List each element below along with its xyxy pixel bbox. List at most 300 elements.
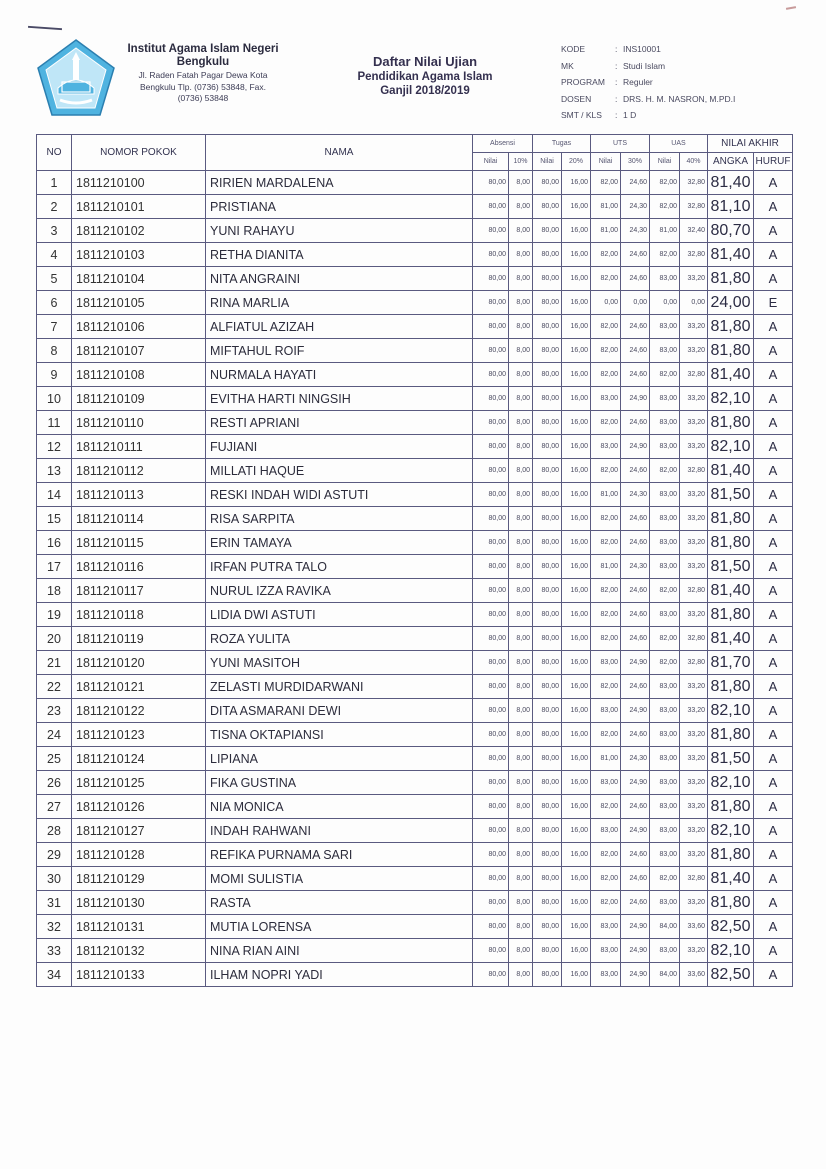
cell-no: 9 <box>37 363 72 387</box>
cell-absensi-10: 8,00 <box>509 579 533 603</box>
cell-nomor-pokok: 1811210126 <box>72 795 206 819</box>
header-tugas-nilai: Nilai <box>533 153 562 171</box>
cell-tugas-nilai: 80,00 <box>533 483 562 507</box>
cell-nama: ROZA YULITA <box>206 627 473 651</box>
meta-row <box>561 94 735 111</box>
meta-row <box>561 77 735 94</box>
cell-absensi-nilai: 80,00 <box>473 795 509 819</box>
cell-uts-30: 24,60 <box>621 459 650 483</box>
cell-no: 5 <box>37 267 72 291</box>
meta-value: INS10001 <box>623 44 661 54</box>
cell-absensi-nilai: 80,00 <box>473 747 509 771</box>
cell-nama: INDAH RAHWANI <box>206 819 473 843</box>
cell-uts-nilai: 82,00 <box>591 171 621 195</box>
cell-nama: FUJIANI <box>206 435 473 459</box>
cell-angka: 81,80 <box>708 411 754 435</box>
table-row <box>37 483 793 507</box>
cell-huruf: A <box>754 771 793 795</box>
cell-absensi-nilai: 80,00 <box>473 483 509 507</box>
cell-uts-30: 0,00 <box>621 291 650 315</box>
table-row <box>37 723 793 747</box>
cell-uts-nilai: 83,00 <box>591 915 621 939</box>
title-main: Daftar Nilai Ujian <box>372 54 478 69</box>
cell-uts-30: 24,60 <box>621 603 650 627</box>
cell-huruf: A <box>754 867 793 891</box>
meta-key: SMT / KLS <box>561 110 602 120</box>
table-row <box>37 819 793 843</box>
cell-angka: 81,80 <box>708 723 754 747</box>
cell-huruf: A <box>754 603 793 627</box>
cell-tugas-20: 16,00 <box>562 339 591 363</box>
cell-nama: MUTIA LORENSA <box>206 915 473 939</box>
cell-uts-nilai: 82,00 <box>591 675 621 699</box>
header-angka: ANGKA <box>708 153 754 171</box>
cell-nama: NIA MONICA <box>206 795 473 819</box>
cell-absensi-nilai: 80,00 <box>473 627 509 651</box>
cell-absensi-nilai: 80,00 <box>473 651 509 675</box>
table-row <box>37 699 793 723</box>
header-absensi-nilai: Nilai <box>473 153 509 171</box>
cell-no: 14 <box>37 483 72 507</box>
cell-huruf: A <box>754 723 793 747</box>
cell-nomor-pokok: 1811210133 <box>72 963 206 987</box>
cell-nama: ALFIATUL AZIZAH <box>206 315 473 339</box>
cell-huruf: A <box>754 507 793 531</box>
cell-nomor-pokok: 1811210109 <box>72 387 206 411</box>
cell-nama: NURMALA HAYATI <box>206 363 473 387</box>
cell-no: 21 <box>37 651 72 675</box>
cell-nomor-pokok: 1811210125 <box>72 771 206 795</box>
cell-tugas-20: 16,00 <box>562 531 591 555</box>
cell-tugas-nilai: 80,00 <box>533 267 562 291</box>
cell-uts-nilai: 82,00 <box>591 507 621 531</box>
cell-absensi-10: 8,00 <box>509 387 533 411</box>
cell-angka: 82,10 <box>708 435 754 459</box>
cell-nomor-pokok: 1811210118 <box>72 603 206 627</box>
header-tugas-pct: 20% <box>562 153 591 171</box>
cell-nama: MOMI SULISTIA <box>206 867 473 891</box>
cell-tugas-20: 16,00 <box>562 915 591 939</box>
cell-nama: RETHA DIANITA <box>206 243 473 267</box>
cell-nama: NURUL IZZA RAVIKA <box>206 579 473 603</box>
cell-uts-nilai: 82,00 <box>591 363 621 387</box>
cell-uts-30: 24,60 <box>621 531 650 555</box>
cell-nomor-pokok: 1811210129 <box>72 867 206 891</box>
cell-angka: 81,80 <box>708 507 754 531</box>
cell-huruf: A <box>754 483 793 507</box>
cell-angka: 81,80 <box>708 843 754 867</box>
cell-uts-30: 24,90 <box>621 963 650 987</box>
header-uas-pct: 40% <box>680 153 708 171</box>
cell-tugas-20: 16,00 <box>562 579 591 603</box>
cell-uts-30: 24,60 <box>621 267 650 291</box>
cell-tugas-20: 16,00 <box>562 747 591 771</box>
cell-nama: NINA RIAN AINI <box>206 939 473 963</box>
title-semester: Ganjil 2018/2019 <box>380 85 470 97</box>
table-row <box>37 507 793 531</box>
cell-tugas-20: 16,00 <box>562 843 591 867</box>
cell-uts-nilai: 82,00 <box>591 891 621 915</box>
cell-tugas-nilai: 80,00 <box>533 603 562 627</box>
cell-uas-40: 33,20 <box>680 267 708 291</box>
cell-uts-30: 24,30 <box>621 195 650 219</box>
cell-tugas-nilai: 80,00 <box>533 339 562 363</box>
cell-uas-40: 32,80 <box>680 867 708 891</box>
cell-tugas-nilai: 80,00 <box>533 795 562 819</box>
cell-uts-nilai: 0,00 <box>591 291 621 315</box>
cell-uas-nilai: 82,00 <box>650 579 680 603</box>
table-row <box>37 675 793 699</box>
header-tugas: Tugas <box>533 135 591 153</box>
cell-absensi-10: 8,00 <box>509 747 533 771</box>
cell-nama: ZELASTI MURDIDARWANI <box>206 675 473 699</box>
institution-name: Institut Agama Islam Negeri <box>127 43 279 55</box>
cell-uts-nilai: 82,00 <box>591 411 621 435</box>
cell-uts-30: 24,60 <box>621 171 650 195</box>
table-row <box>37 291 793 315</box>
cell-absensi-nilai: 80,00 <box>473 435 509 459</box>
cell-angka: 82,10 <box>708 699 754 723</box>
table-row <box>37 939 793 963</box>
cell-uts-30: 24,60 <box>621 411 650 435</box>
scan-artifact <box>786 6 796 10</box>
cell-tugas-nilai: 80,00 <box>533 195 562 219</box>
cell-tugas-20: 16,00 <box>562 651 591 675</box>
table-row <box>37 915 793 939</box>
cell-uas-40: 33,20 <box>680 531 708 555</box>
cell-huruf: A <box>754 435 793 459</box>
cell-absensi-10: 8,00 <box>509 507 533 531</box>
cell-uts-nilai: 81,00 <box>591 483 621 507</box>
institution-logo-icon <box>36 38 116 118</box>
cell-uas-40: 33,20 <box>680 339 708 363</box>
cell-absensi-10: 8,00 <box>509 795 533 819</box>
cell-nomor-pokok: 1811210113 <box>72 483 206 507</box>
cell-no: 10 <box>37 387 72 411</box>
cell-absensi-nilai: 80,00 <box>473 363 509 387</box>
cell-absensi-10: 8,00 <box>509 363 533 387</box>
cell-absensi-nilai: 80,00 <box>473 843 509 867</box>
cell-huruf: A <box>754 243 793 267</box>
cell-angka: 82,10 <box>708 939 754 963</box>
cell-huruf: A <box>754 555 793 579</box>
cell-absensi-nilai: 80,00 <box>473 579 509 603</box>
cell-uas-40: 32,80 <box>680 243 708 267</box>
cell-absensi-nilai: 80,00 <box>473 555 509 579</box>
cell-angka: 81,80 <box>708 603 754 627</box>
cell-nomor-pokok: 1811210106 <box>72 315 206 339</box>
cell-no: 24 <box>37 723 72 747</box>
meta-value: 1 D <box>623 110 637 120</box>
cell-nomor-pokok: 1811210124 <box>72 747 206 771</box>
cell-uts-30: 24,60 <box>621 315 650 339</box>
cell-no: 25 <box>37 747 72 771</box>
document-title <box>330 54 520 98</box>
cell-huruf: A <box>754 627 793 651</box>
cell-absensi-10: 8,00 <box>509 891 533 915</box>
cell-uts-nilai: 82,00 <box>591 843 621 867</box>
cell-uas-40: 33,60 <box>680 915 708 939</box>
cell-nomor-pokok: 1811210112 <box>72 459 206 483</box>
cell-uts-30: 24,60 <box>621 627 650 651</box>
cell-no: 6 <box>37 291 72 315</box>
cell-absensi-10: 8,00 <box>509 435 533 459</box>
cell-nama: MILLATI HAQUE <box>206 459 473 483</box>
cell-absensi-10: 8,00 <box>509 291 533 315</box>
meta-value: Studi Islam <box>623 60 666 71</box>
meta-value: Reguler <box>623 77 653 87</box>
cell-uts-nilai: 81,00 <box>591 555 621 579</box>
cell-huruf: A <box>754 339 793 363</box>
cell-uas-nilai: 83,00 <box>650 603 680 627</box>
cell-tugas-nilai: 80,00 <box>533 171 562 195</box>
cell-uts-nilai: 81,00 <box>591 747 621 771</box>
cell-angka: 81,40 <box>708 363 754 387</box>
cell-uas-40: 33,20 <box>680 771 708 795</box>
cell-absensi-10: 8,00 <box>509 675 533 699</box>
cell-angka: 81,10 <box>708 195 754 219</box>
cell-uts-30: 24,60 <box>621 891 650 915</box>
cell-absensi-nilai: 80,00 <box>473 699 509 723</box>
table-row <box>37 627 793 651</box>
cell-uts-nilai: 83,00 <box>591 387 621 411</box>
cell-uas-40: 32,80 <box>680 459 708 483</box>
cell-uas-40: 32,80 <box>680 195 708 219</box>
cell-nama: FIKA GUSTINA <box>206 771 473 795</box>
meta-value: DRS. H. M. NASRON, M.PD.I <box>623 93 736 104</box>
cell-nomor-pokok: 1811210104 <box>72 267 206 291</box>
cell-tugas-20: 16,00 <box>562 411 591 435</box>
cell-tugas-nilai: 80,00 <box>533 219 562 243</box>
course-meta <box>561 44 735 127</box>
cell-uts-30: 24,60 <box>621 843 650 867</box>
cell-absensi-nilai: 80,00 <box>473 819 509 843</box>
cell-uts-nilai: 83,00 <box>591 819 621 843</box>
cell-uts-nilai: 82,00 <box>591 339 621 363</box>
cell-uas-nilai: 84,00 <box>650 915 680 939</box>
cell-nomor-pokok: 1811210121 <box>72 675 206 699</box>
cell-nama: YUNI MASITOH <box>206 651 473 675</box>
cell-angka: 81,80 <box>708 891 754 915</box>
cell-tugas-20: 16,00 <box>562 315 591 339</box>
table-row <box>37 459 793 483</box>
header-uas: UAS <box>650 135 708 153</box>
meta-key: PROGRAM <box>561 77 605 87</box>
cell-uas-40: 33,20 <box>680 315 708 339</box>
cell-absensi-10: 8,00 <box>509 243 533 267</box>
cell-huruf: A <box>754 195 793 219</box>
cell-tugas-nilai: 80,00 <box>533 939 562 963</box>
cell-uas-nilai: 83,00 <box>650 387 680 411</box>
cell-tugas-20: 16,00 <box>562 939 591 963</box>
cell-absensi-10: 8,00 <box>509 339 533 363</box>
cell-no: 2 <box>37 195 72 219</box>
cell-no: 28 <box>37 819 72 843</box>
cell-no: 17 <box>37 555 72 579</box>
cell-uts-30: 24,60 <box>621 579 650 603</box>
cell-absensi-nilai: 80,00 <box>473 939 509 963</box>
title-subject: Pendidikan Agama Islam <box>357 71 493 83</box>
cell-absensi-10: 8,00 <box>509 555 533 579</box>
cell-nomor-pokok: 1811210115 <box>72 531 206 555</box>
cell-tugas-20: 16,00 <box>562 387 591 411</box>
cell-huruf: A <box>754 819 793 843</box>
cell-angka: 81,50 <box>708 747 754 771</box>
cell-uas-nilai: 81,00 <box>650 219 680 243</box>
cell-tugas-nilai: 80,00 <box>533 435 562 459</box>
cell-absensi-10: 8,00 <box>509 915 533 939</box>
cell-no: 12 <box>37 435 72 459</box>
cell-tugas-nilai: 80,00 <box>533 243 562 267</box>
cell-uts-nilai: 82,00 <box>591 627 621 651</box>
cell-uas-nilai: 84,00 <box>650 963 680 987</box>
cell-absensi-10: 8,00 <box>509 627 533 651</box>
cell-nomor-pokok: 1811210107 <box>72 339 206 363</box>
cell-uas-40: 33,20 <box>680 795 708 819</box>
cell-nama: YUNI RAHAYU <box>206 219 473 243</box>
header-nilai-akhir: NILAI AKHIR <box>708 135 793 153</box>
cell-angka: 81,40 <box>708 459 754 483</box>
cell-angka: 81,80 <box>708 315 754 339</box>
institution-header <box>118 43 288 104</box>
cell-tugas-nilai: 80,00 <box>533 315 562 339</box>
cell-no: 32 <box>37 915 72 939</box>
header-uas-nilai: Nilai <box>650 153 680 171</box>
cell-huruf: A <box>754 579 793 603</box>
cell-uts-30: 24,90 <box>621 915 650 939</box>
cell-nomor-pokok: 1811210116 <box>72 555 206 579</box>
meta-separator: : <box>615 44 618 54</box>
cell-angka: 81,40 <box>708 867 754 891</box>
cell-nama: LIDIA DWI ASTUTI <box>206 603 473 627</box>
cell-no: 1 <box>37 171 72 195</box>
institution-phone: Bengkulu Tlp. (0736) 53848, Fax. <box>139 81 266 92</box>
cell-absensi-10: 8,00 <box>509 411 533 435</box>
cell-no: 20 <box>37 627 72 651</box>
cell-uts-nilai: 82,00 <box>591 531 621 555</box>
cell-uts-30: 24,90 <box>621 387 650 411</box>
cell-tugas-nilai: 80,00 <box>533 747 562 771</box>
cell-uas-40: 33,20 <box>680 603 708 627</box>
cell-absensi-nilai: 80,00 <box>473 867 509 891</box>
cell-absensi-nilai: 80,00 <box>473 411 509 435</box>
table-row <box>37 387 793 411</box>
cell-huruf: A <box>754 939 793 963</box>
cell-no: 23 <box>37 699 72 723</box>
institution-fax: (0736) 53848 <box>177 93 229 103</box>
table-row <box>37 267 793 291</box>
table-row <box>37 243 793 267</box>
cell-no: 7 <box>37 315 72 339</box>
cell-nomor-pokok: 1811210120 <box>72 651 206 675</box>
table-row <box>37 747 793 771</box>
cell-huruf: A <box>754 651 793 675</box>
cell-nama: RASTA <box>206 891 473 915</box>
cell-no: 18 <box>37 579 72 603</box>
cell-absensi-10: 8,00 <box>509 195 533 219</box>
cell-tugas-20: 16,00 <box>562 699 591 723</box>
meta-separator: : <box>615 60 618 71</box>
cell-angka: 81,40 <box>708 627 754 651</box>
cell-tugas-20: 16,00 <box>562 795 591 819</box>
cell-uas-40: 33,20 <box>680 507 708 531</box>
cell-no: 13 <box>37 459 72 483</box>
cell-absensi-nilai: 80,00 <box>473 171 509 195</box>
table-row <box>37 195 793 219</box>
cell-no: 22 <box>37 675 72 699</box>
cell-uas-nilai: 83,00 <box>650 507 680 531</box>
cell-absensi-10: 8,00 <box>509 939 533 963</box>
cell-tugas-nilai: 80,00 <box>533 675 562 699</box>
cell-tugas-20: 16,00 <box>562 675 591 699</box>
cell-tugas-nilai: 80,00 <box>533 411 562 435</box>
cell-absensi-nilai: 80,00 <box>473 963 509 987</box>
cell-no: 8 <box>37 339 72 363</box>
cell-uas-nilai: 83,00 <box>650 939 680 963</box>
cell-nomor-pokok: 1811210122 <box>72 699 206 723</box>
cell-uas-nilai: 83,00 <box>650 435 680 459</box>
cell-tugas-20: 16,00 <box>562 819 591 843</box>
cell-uas-nilai: 82,00 <box>650 243 680 267</box>
cell-absensi-10: 8,00 <box>509 171 533 195</box>
grades-table <box>36 134 793 987</box>
table-row <box>37 219 793 243</box>
cell-huruf: A <box>754 171 793 195</box>
cell-no: 19 <box>37 603 72 627</box>
meta-key: DOSEN <box>561 93 592 104</box>
table-row <box>37 435 793 459</box>
cell-uas-nilai: 83,00 <box>650 339 680 363</box>
cell-nama: PRISTIANA <box>206 195 473 219</box>
cell-uas-nilai: 82,00 <box>650 363 680 387</box>
cell-absensi-nilai: 80,00 <box>473 387 509 411</box>
header-no: NO <box>37 135 72 171</box>
cell-uas-nilai: 82,00 <box>650 867 680 891</box>
cell-absensi-10: 8,00 <box>509 963 533 987</box>
cell-uas-nilai: 83,00 <box>650 843 680 867</box>
cell-uts-30: 24,60 <box>621 675 650 699</box>
cell-uts-30: 24,60 <box>621 507 650 531</box>
cell-tugas-20: 16,00 <box>562 243 591 267</box>
meta-key: KODE <box>561 44 586 54</box>
cell-tugas-20: 16,00 <box>562 195 591 219</box>
cell-angka: 81,80 <box>708 795 754 819</box>
cell-huruf: A <box>754 843 793 867</box>
cell-uts-30: 24,60 <box>621 363 650 387</box>
cell-no: 16 <box>37 531 72 555</box>
cell-tugas-nilai: 80,00 <box>533 555 562 579</box>
cell-nomor-pokok: 1811210111 <box>72 435 206 459</box>
table-row <box>37 891 793 915</box>
cell-absensi-nilai: 80,00 <box>473 531 509 555</box>
cell-nama: TISNA OKTAPIANSI <box>206 723 473 747</box>
cell-nama: MIFTAHUL ROIF <box>206 339 473 363</box>
cell-huruf: A <box>754 219 793 243</box>
meta-separator: : <box>615 110 618 120</box>
cell-uts-30: 24,90 <box>621 939 650 963</box>
cell-uas-nilai: 0,00 <box>650 291 680 315</box>
cell-nomor-pokok: 1811210110 <box>72 411 206 435</box>
cell-uts-nilai: 83,00 <box>591 435 621 459</box>
cell-uts-30: 24,60 <box>621 243 650 267</box>
cell-uts-30: 24,90 <box>621 651 650 675</box>
cell-angka: 82,10 <box>708 819 754 843</box>
cell-absensi-10: 8,00 <box>509 483 533 507</box>
cell-tugas-20: 16,00 <box>562 435 591 459</box>
cell-uas-nilai: 82,00 <box>650 459 680 483</box>
table-row <box>37 363 793 387</box>
cell-tugas-nilai: 80,00 <box>533 723 562 747</box>
